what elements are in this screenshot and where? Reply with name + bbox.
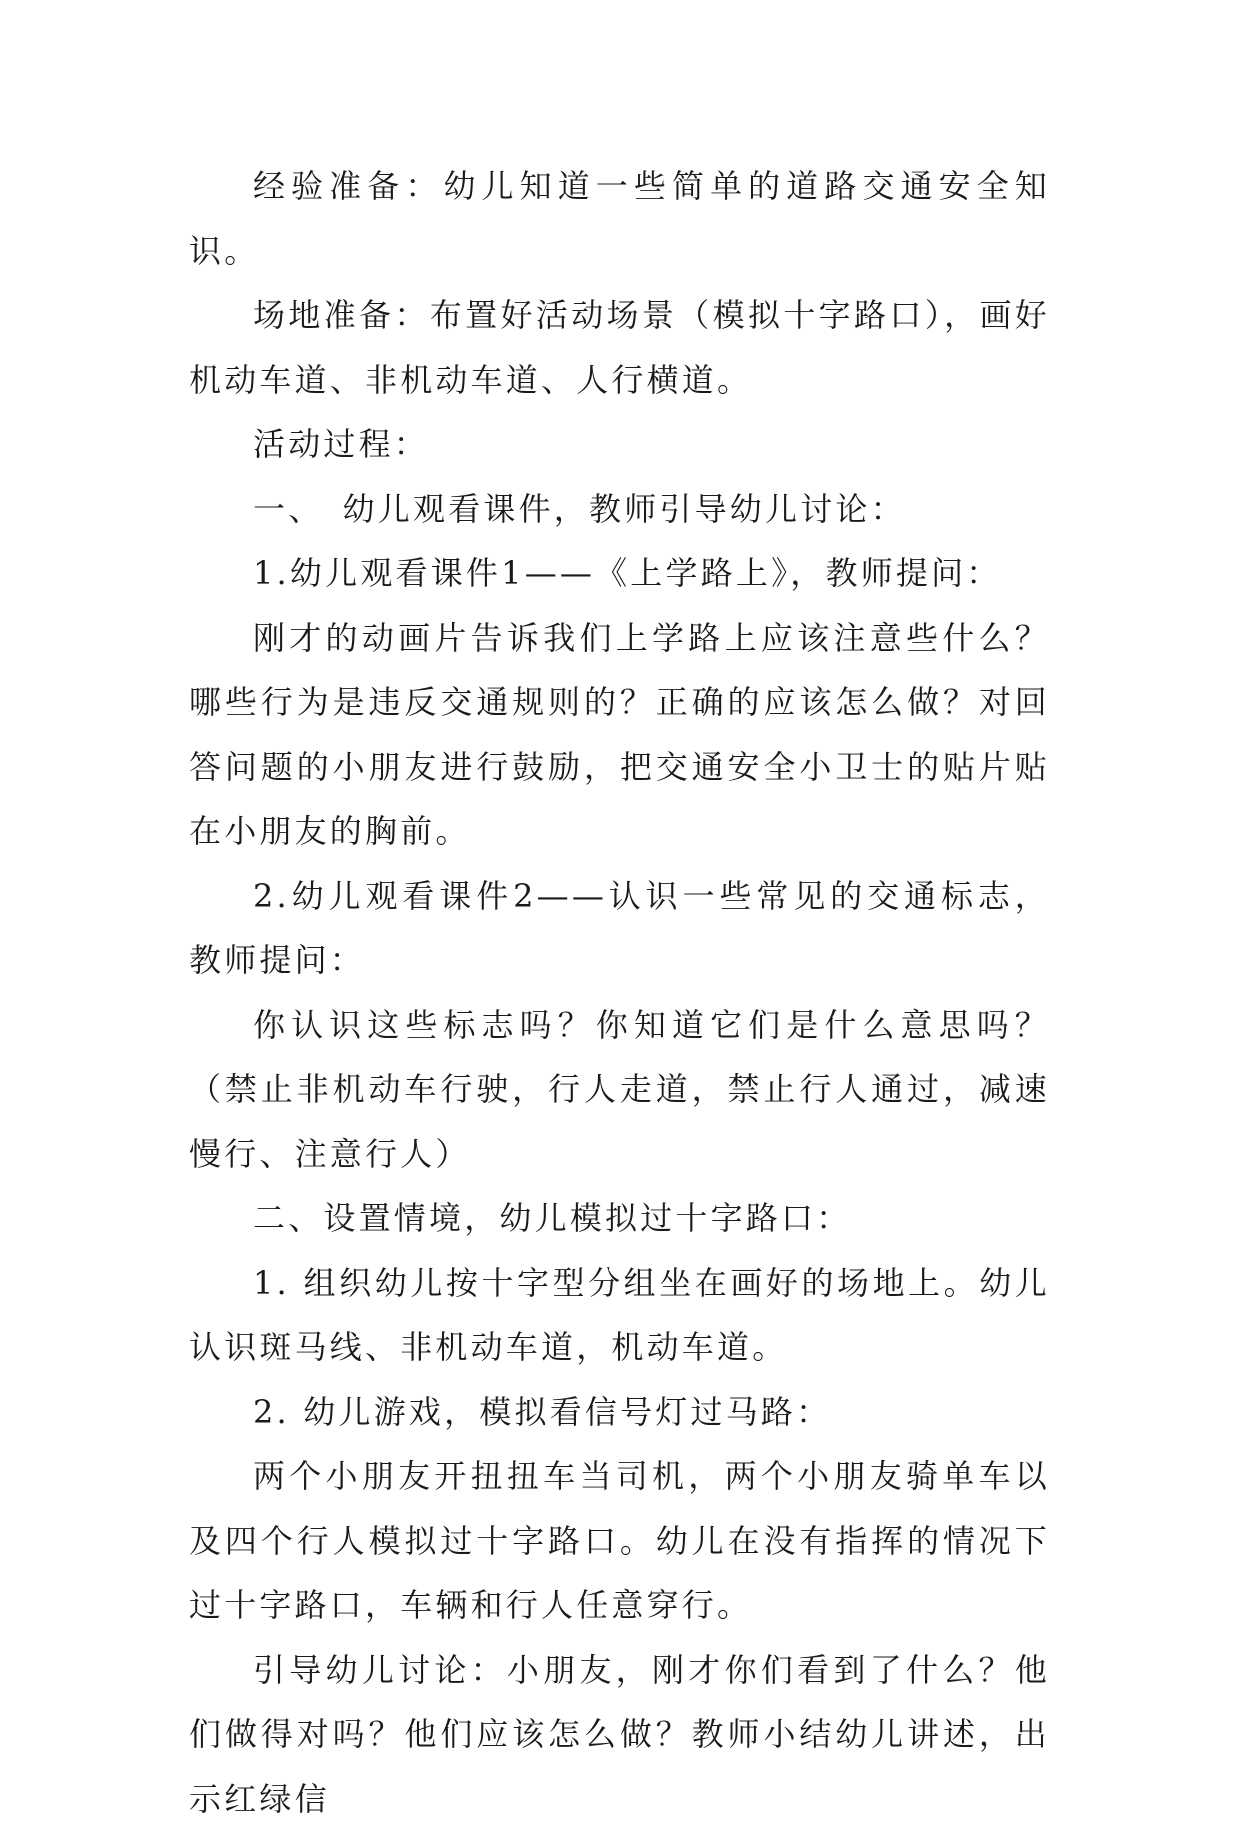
- paragraph-experience-prep: 经验准备：幼儿知道一些简单的道路交通安全知识。: [189, 154, 1050, 283]
- paragraph-grouping: 1. 组织幼儿按十字型分组坐在画好的场地上。幼儿认识斑马线、非机动车道，机动车道。: [189, 1251, 1050, 1380]
- paragraph-game-description: 两个小朋友开扭扭车当司机，两个小朋友骑单车以及四个行人模拟过十字路口。幼儿在没有指挥的情况下过十字路口，车辆和行人任意穿行。: [189, 1444, 1050, 1638]
- paragraph-courseware-2-questions: 你认识这些标志吗？你知道它们是什么意思吗？（禁止非机动车行驶，行人走道，禁止行人通过，减速慢行、注意行人）: [189, 993, 1050, 1187]
- paragraph-courseware-1-questions: 刚才的动画片告诉我们上学路上应该注意些什么？哪些行为是违反交通规则的？正确的应该怎么做？对回答问题的小朋友进行鼓励，把交通安全小卫士的贴片贴在小朋友的胸前。: [189, 606, 1050, 864]
- paragraph-section-two-heading: 二、设置情境，幼儿模拟过十字路口：: [189, 1186, 1050, 1251]
- paragraph-discussion: 引导幼儿讨论：小朋友，刚才你们看到了什么？他们做得对吗？他们应该怎么做？教师小结幼儿讲述，出示红绿信: [189, 1638, 1050, 1831]
- paragraph-courseware-2: 2.幼儿观看课件2——认识一些常见的交通标志，教师提问：: [189, 864, 1050, 993]
- paragraph-courseware-1: 1.幼儿观看课件1——《上学路上》，教师提问：: [189, 541, 1050, 606]
- paragraph-game: 2. 幼儿游戏，模拟看信号灯过马路：: [189, 1380, 1050, 1445]
- paragraph-activity-process-heading: 活动过程：: [189, 412, 1050, 477]
- document-body: [189, 154, 1050, 1831]
- paragraph-section-one-heading: 一、 幼儿观看课件，教师引导幼儿讨论：: [189, 477, 1050, 542]
- paragraph-venue-prep: 场地准备：布置好活动场景（模拟十字路口），画好机动车道、非机动车道、人行横道。: [189, 283, 1050, 412]
